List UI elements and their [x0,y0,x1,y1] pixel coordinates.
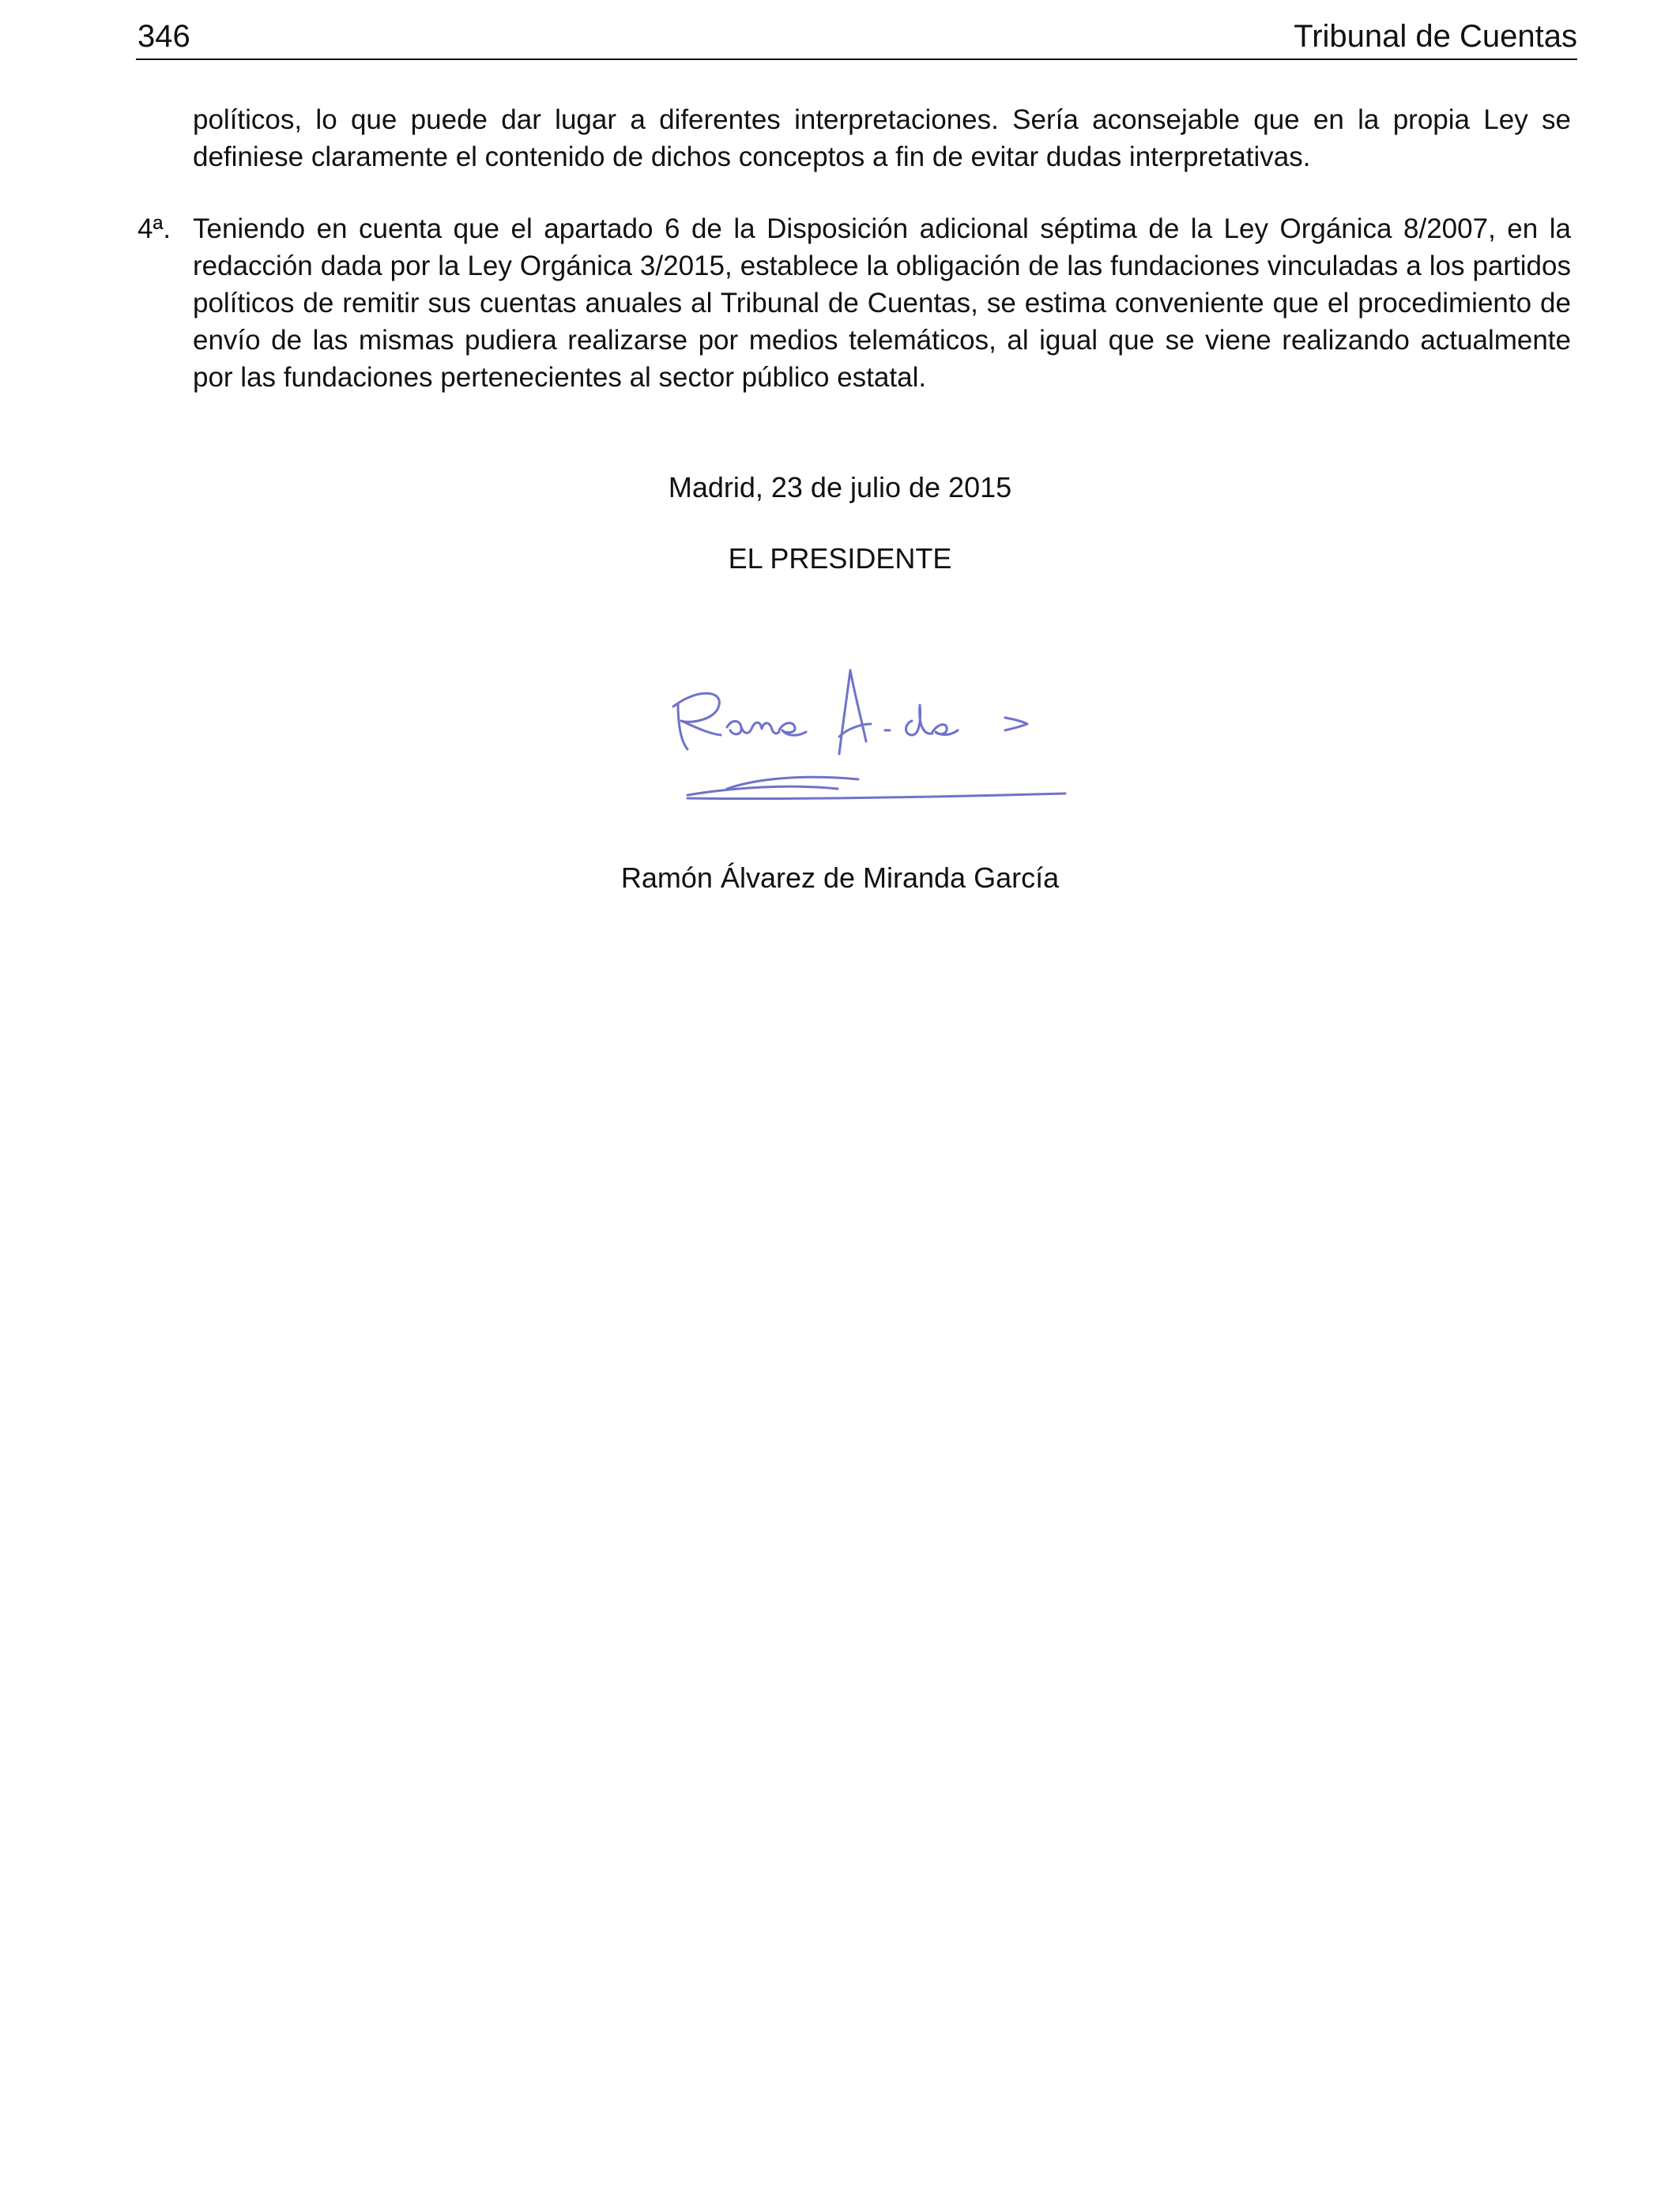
page-header [136,14,1577,60]
header-title: Tribunal de Cuentas [1294,19,1577,54]
handwritten-signature-icon [664,648,1075,806]
list-marker-4: 4ª. [137,213,171,244]
place-date: Madrid, 23 de julio de 2015 [668,471,1012,503]
list-item-4-text: Teniendo en cuenta que el apartado 6 de la Disposición adicional séptima de la Ley Orgánica 8/2007, en la redacción dada por la Ley Orgánica 3/2015, establece la obligación de las fundaciones vinculadas a los partidos políticos de remitir sus cuentas anuales al Tribunal de Cuentas, se estima conveniente que el procedimiento de envío de las mismas pudiera realizarse por medios telemáticos, al igual que se viene realizando actualmente por las fundaciones pertenecientes al sector público estatal. [193,213,1571,393]
signer-role: EL PRESIDENTE [728,542,952,575]
continued-paragraph: políticos, lo que puede dar lugar a diferentes interpretaciones. Sería aconsejable que en la propia Ley se definiese claramente el contenido de dichos conceptos a fin de evitar dudas interpretativas. [193,104,1571,172]
page-number: 346 [137,19,190,54]
signer-name: Ramón Álvarez de Miranda García [620,861,1060,894]
